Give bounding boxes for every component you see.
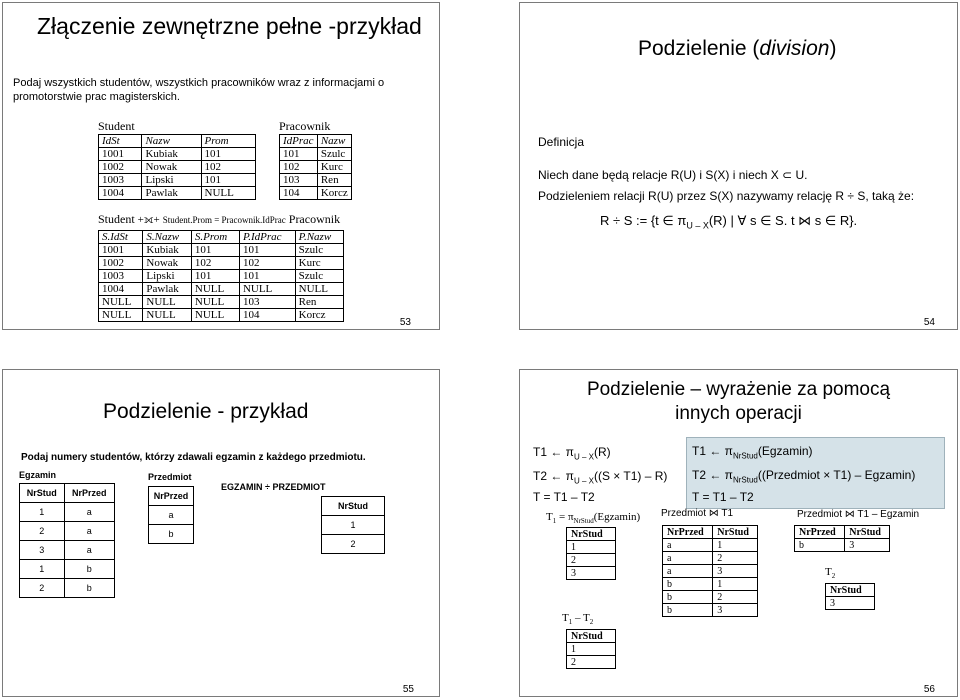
column-header: P.IdPrac xyxy=(239,231,295,244)
column-header: IdSt xyxy=(99,135,142,148)
table-cell: Lipski xyxy=(143,270,192,283)
table-row xyxy=(567,656,616,669)
table-cell: Szulc xyxy=(317,148,351,161)
table-cell: 3 xyxy=(20,541,65,560)
table-cell: 2 xyxy=(567,554,616,567)
table-cell: 102 xyxy=(201,161,255,174)
table-cell: 101 xyxy=(201,174,255,187)
table-row xyxy=(567,554,616,567)
table-cell: NULL xyxy=(191,309,239,322)
division-expression: EGZAMIN ÷ PRZEDMIOT xyxy=(221,482,326,492)
full-outer-join-icon: +⟗+ xyxy=(137,214,160,226)
generic-step-2: T2 ← $\pi_{U - X}((S \times T1) - R)$ xyxy=(533,469,668,486)
table-cell: 3 xyxy=(713,565,758,578)
join-condition: Student.Prom = Pracownik.IdPrac xyxy=(162,215,286,225)
t1-caption: $T_1$ = $\pi_{NrStud}(Egzamin)$ xyxy=(546,511,641,526)
slide-54 xyxy=(519,2,958,330)
table-row xyxy=(99,257,344,270)
table-cell: Korcz xyxy=(317,187,351,200)
student-caption: Student xyxy=(98,119,135,133)
definition-heading: Definicja xyxy=(538,135,585,149)
column-header: Nazw xyxy=(317,135,351,148)
table-cell: b xyxy=(64,560,114,579)
column-header: NrPrzed xyxy=(64,484,114,503)
table-cell: 101 xyxy=(280,148,318,161)
table-cell: a xyxy=(64,503,114,522)
pracownik-caption: Pracownik xyxy=(279,119,331,133)
table-cell: 104 xyxy=(280,187,318,200)
table-row xyxy=(20,503,115,522)
column-header: NrPrzed xyxy=(663,526,713,539)
table-cell: 1 xyxy=(20,560,65,579)
table-cell: b xyxy=(64,579,114,598)
column-header: NrStud xyxy=(713,526,758,539)
column-header: NrStud xyxy=(20,484,65,503)
table-row xyxy=(826,597,875,610)
table-row xyxy=(20,560,115,579)
table-cell: Nowak xyxy=(142,161,201,174)
slide-title: Podzielenie (division) xyxy=(638,37,837,60)
table-cell: 2 xyxy=(713,552,758,565)
join-right: Pracownik xyxy=(288,212,341,226)
slide-title: Podzielenie – wyrażenie za pomocą innych operacji xyxy=(586,379,891,424)
column-header: NrStud xyxy=(845,526,890,539)
table-cell: 2 xyxy=(713,591,758,604)
column-header: IdPrac xyxy=(280,135,318,148)
table-cell: NULL xyxy=(191,283,239,296)
column-header: NrStud xyxy=(826,584,875,597)
table-cell: Ren xyxy=(317,174,351,187)
table-cell: Szulc xyxy=(295,244,343,257)
table-row xyxy=(99,187,256,200)
egzamin-caption: Egzamin xyxy=(19,470,57,480)
przedmiot-table xyxy=(148,486,194,544)
definition-line-2: Podzieleniem relacji R(U) przez S(X) nazywamy relację R ÷ S, taką że: xyxy=(538,189,915,203)
egzamin-table xyxy=(19,483,115,598)
table-cell: 3 xyxy=(826,597,875,610)
table-row xyxy=(99,309,344,322)
table-cell: 2 xyxy=(20,579,65,598)
table-row xyxy=(280,148,352,161)
table-row xyxy=(322,516,385,535)
example-step-3: T = T1 – T2 xyxy=(692,490,754,504)
table-cell: 102 xyxy=(280,161,318,174)
slide-56 xyxy=(519,369,958,697)
page-number: 54 xyxy=(923,317,935,328)
table-cell: 1 xyxy=(20,503,65,522)
generic-step-3: T = T1 – T2 xyxy=(533,490,595,504)
table-row xyxy=(663,578,758,591)
table-cell: 101 xyxy=(239,270,295,283)
table-row xyxy=(20,541,115,560)
join-left: Student xyxy=(98,212,135,226)
table-cell: Kubiak xyxy=(142,148,201,161)
column-header: P.Nazw xyxy=(295,231,343,244)
table-row xyxy=(567,643,616,656)
table-cell: NULL xyxy=(201,187,255,200)
table-cell: Szulc xyxy=(295,270,343,283)
table-cell: NULL xyxy=(143,296,192,309)
table-row xyxy=(20,579,115,598)
table-cell: 103 xyxy=(280,174,318,187)
table-row xyxy=(99,174,256,187)
join-expression xyxy=(98,212,340,227)
table-cell: Korcz xyxy=(295,309,343,322)
table-cell: 1003 xyxy=(99,270,143,283)
definition-line-1: Niech dane będą relacje R(U) i S(X) i niech X ⊂ U. xyxy=(538,168,808,182)
page-number: 56 xyxy=(923,684,935,695)
table-cell: Kurc xyxy=(317,161,351,174)
column-header: NrStud xyxy=(567,630,616,643)
table-row xyxy=(280,187,352,200)
table-cell: a xyxy=(663,565,713,578)
example-step-2: T2 ← $\pi_{NrStud}((Przedmiot \times T1)$ – Egzamin) xyxy=(692,468,916,485)
table-cell: NULL xyxy=(295,283,343,296)
table-cell: 102 xyxy=(239,257,295,270)
table-cell: 2 xyxy=(567,656,616,669)
table-row xyxy=(663,591,758,604)
slide-55 xyxy=(2,369,440,697)
division-formula: R ÷ S := {t ∈ $\pi_{U - X}(R)$ | ∀ s ∈ S. t ⋈ s ∈ R}. xyxy=(600,213,858,231)
table-row xyxy=(663,604,758,617)
generic-step-1: T1 ← $\pi_{U - X}(R)$ xyxy=(533,445,611,462)
przedmiot-join-t1-table xyxy=(662,525,758,617)
table-row xyxy=(663,565,758,578)
table-cell: 1 xyxy=(567,643,616,656)
table-cell: 2 xyxy=(20,522,65,541)
table-row xyxy=(99,244,344,257)
table-cell: 101 xyxy=(191,244,239,257)
table-cell: 1 xyxy=(567,541,616,554)
page-number: 55 xyxy=(402,684,414,695)
student-table xyxy=(98,134,256,200)
table-cell: 101 xyxy=(239,244,295,257)
table-row xyxy=(795,539,890,552)
table-cell: a xyxy=(663,552,713,565)
column-header: Nazw xyxy=(142,135,201,148)
table-row xyxy=(280,161,352,174)
table-row xyxy=(567,567,616,580)
slide-title: Podzielenie - przykład xyxy=(103,400,309,423)
table-row xyxy=(149,506,194,525)
division-result-table xyxy=(321,496,385,554)
table-cell: a xyxy=(64,541,114,560)
column-header: NrPrzed xyxy=(149,487,194,506)
table-cell: NULL xyxy=(99,296,143,309)
slide-53 xyxy=(2,2,440,330)
t2-caption: $T_2$ xyxy=(825,566,836,581)
table-cell: 1 xyxy=(713,578,758,591)
join-result-table xyxy=(98,230,344,322)
page-number: 53 xyxy=(399,317,411,328)
table-cell: NULL xyxy=(239,283,295,296)
table-row xyxy=(663,539,758,552)
pracownik-table xyxy=(279,134,352,200)
table-row xyxy=(663,552,758,565)
table-cell: 1004 xyxy=(99,283,143,296)
table-cell: 1003 xyxy=(99,174,142,187)
przedmiot-join-t1-minus-egzamin-table xyxy=(794,525,890,552)
table-row xyxy=(99,296,344,309)
table-cell: Kurc xyxy=(295,257,343,270)
table-cell: 1002 xyxy=(99,161,142,174)
table-row xyxy=(99,148,256,161)
table-row xyxy=(99,270,344,283)
table-cell: Pawlak xyxy=(143,283,192,296)
table-cell: a xyxy=(149,506,194,525)
table-cell: 101 xyxy=(191,270,239,283)
przedmiot-caption: Przedmiot xyxy=(148,472,192,482)
slide-title: Złączenie zewnętrzne pełne -przykład xyxy=(37,13,422,39)
column-header: S.Prom xyxy=(191,231,239,244)
table-cell: 1 xyxy=(322,516,385,535)
przedmiot-join-t1-minus-egzamin-caption: Przedmiot ⋈ T1 – Egzamin xyxy=(797,509,920,520)
table-cell: 1002 xyxy=(99,257,143,270)
column-header: NrStud xyxy=(567,528,616,541)
t1-minus-t2-caption: $T_1 - T_2$ xyxy=(562,612,594,627)
column-header: NrStud xyxy=(322,497,385,516)
column-header: NrPrzed xyxy=(795,526,845,539)
table-cell: 1004 xyxy=(99,187,142,200)
table-cell: 101 xyxy=(201,148,255,161)
table-cell: NULL xyxy=(143,309,192,322)
table-cell: 3 xyxy=(845,539,890,552)
example-step-1: T1 ← $\pi_{NrStud}(Egzamin)$ xyxy=(692,444,813,461)
table-cell: 1001 xyxy=(99,148,142,161)
table-cell: b xyxy=(795,539,845,552)
slide-description: Podaj numery studentów, którzy zdawali egzamin z każdego przedmiotu. xyxy=(21,452,366,463)
table-row xyxy=(99,161,256,174)
table-cell: 3 xyxy=(567,567,616,580)
table-row xyxy=(20,522,115,541)
table-cell: b xyxy=(663,578,713,591)
table-row xyxy=(99,283,344,296)
table-cell: 103 xyxy=(239,296,295,309)
table-cell: 1001 xyxy=(99,244,143,257)
table-cell: 104 xyxy=(239,309,295,322)
table-cell: b xyxy=(663,591,713,604)
t2-table xyxy=(825,583,875,610)
slide-description: Podaj wszystkich studentów, wszystkich pracowników wraz z informacjami o promotorstwie prac magisterskich. xyxy=(13,77,385,103)
table-cell: 1 xyxy=(713,539,758,552)
t1-minus-t2-table xyxy=(566,629,616,669)
table-cell: Pawlak xyxy=(142,187,201,200)
table-cell: 102 xyxy=(191,257,239,270)
table-cell: a xyxy=(64,522,114,541)
table-row xyxy=(149,525,194,544)
column-header: Prom xyxy=(201,135,255,148)
table-cell: NULL xyxy=(99,309,143,322)
table-cell: Lipski xyxy=(142,174,201,187)
table-row xyxy=(322,535,385,554)
table-cell: Kubiak xyxy=(143,244,192,257)
table-row xyxy=(567,541,616,554)
column-header: S.IdSt xyxy=(99,231,143,244)
table-cell: a xyxy=(663,539,713,552)
przedmiot-join-t1-caption: Przedmiot ⋈ T1 xyxy=(661,508,734,519)
table-cell: 3 xyxy=(713,604,758,617)
t1-table xyxy=(566,527,616,580)
table-cell: NULL xyxy=(191,296,239,309)
table-cell: Nowak xyxy=(143,257,192,270)
column-header: S.Nazw xyxy=(143,231,192,244)
table-cell: b xyxy=(663,604,713,617)
table-cell: Ren xyxy=(295,296,343,309)
table-cell: b xyxy=(149,525,194,544)
table-cell: 2 xyxy=(322,535,385,554)
table-row xyxy=(280,174,352,187)
